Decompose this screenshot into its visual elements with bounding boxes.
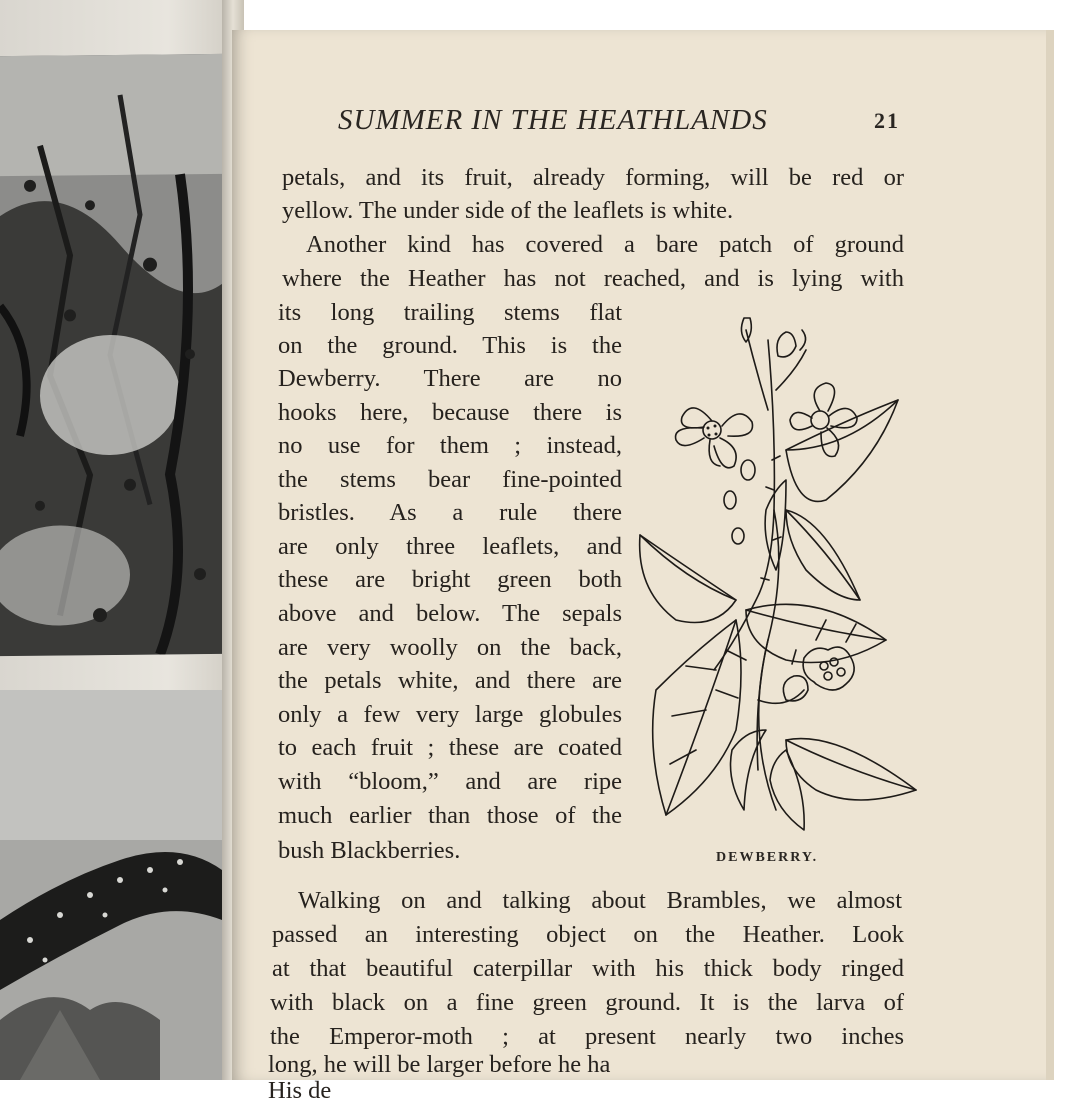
text-line: its long trailing stems flat <box>278 299 622 326</box>
text-line: at that beautiful caterpillar with his thick body ringed <box>272 955 904 982</box>
heather-photograph <box>0 54 222 656</box>
text-line: on the ground. This is the <box>278 332 622 359</box>
text-line: where the Heather has not reached, and is lying with <box>282 265 904 292</box>
text-line: the Emperor-moth ; at present nearly two inches <box>270 1023 904 1050</box>
text-line: Another kind has covered a bare patch of ground <box>306 231 904 258</box>
dewberry-illustration <box>636 310 936 840</box>
running-head: SUMMER IN THE HEATHLANDS <box>338 104 768 136</box>
text-line: Walking on and talking about Brambles, we almost <box>298 887 902 914</box>
text-line: no use for them ; instead, <box>278 432 622 459</box>
text-line: bristles. As a rule there <box>278 499 622 526</box>
text-line: His de <box>268 1077 332 1104</box>
text-line: passed an interesting object on the Heather. Look <box>272 921 904 948</box>
page-edge <box>1046 30 1054 1080</box>
text-line: are very woolly on the back, <box>278 634 622 661</box>
page-number: 21 <box>874 108 900 133</box>
text-line: to each fruit ; these are coated <box>278 734 622 761</box>
text-line: yellow. The under side of the leaflets is white. <box>282 197 734 224</box>
text-line: petals, and its fruit, already forming, will be red or <box>282 164 904 191</box>
text-line: Dewberry. There are no <box>278 365 622 392</box>
text-line: with black on a fine green ground. It is the larva of <box>270 989 904 1016</box>
text-line: are only three leaflets, and <box>278 533 622 560</box>
text-line: the stems bear fine-pointed <box>278 466 622 493</box>
text-line: the petals white, and there are <box>278 667 622 694</box>
left-page <box>0 0 240 1080</box>
text-line: above and below. The sepals <box>278 600 622 627</box>
illustration-caption: DEWBERRY. <box>716 850 819 865</box>
caterpillar-photograph <box>0 690 222 1080</box>
text-line: hooks here, because there is <box>278 399 622 426</box>
text-line: long, he will be larger before he ha <box>268 1051 611 1078</box>
text-line: bush Blackberries. <box>278 837 461 864</box>
text-line: much earlier than those of the <box>278 802 622 829</box>
text-line: only a few very large globules <box>278 701 622 728</box>
text-line: with “bloom,” and are ripe <box>278 768 622 795</box>
text-line: these are bright green both <box>278 566 622 593</box>
